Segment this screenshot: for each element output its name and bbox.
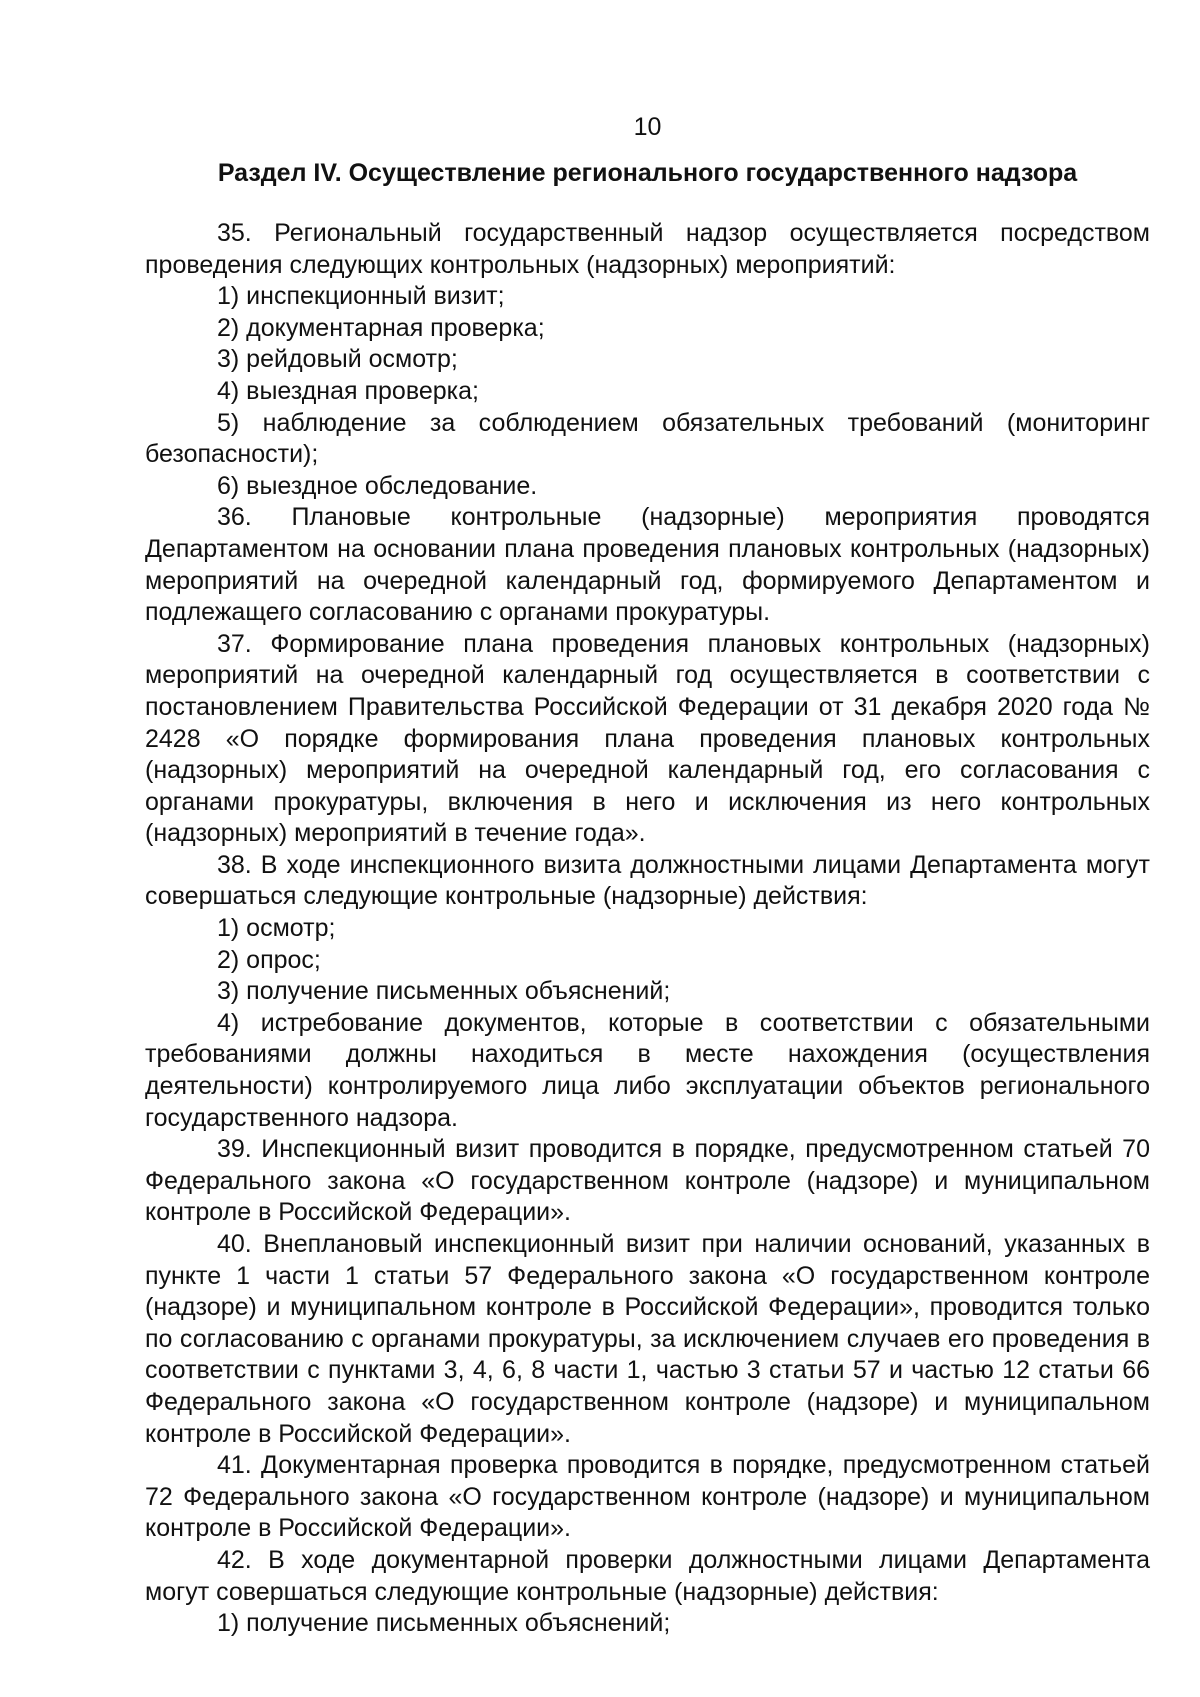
list-item-inspection: 1) осмотр; — [217, 914, 336, 943]
list-item-onsite-survey: 6) выездное обследование. — [217, 471, 538, 500]
list-item-documentary-check: 2) документарная проверка; — [217, 313, 545, 342]
list-item-written-explanations: 3) получение письменных объяснений; — [217, 977, 671, 1006]
paragraph-40: 40. Внеплановый инспекционный визит при наличии оснований, указанных в пункте 1 части 1 статьи 57 Федерального закона «О государственном контроле (надзоре) и муниципальном контроле в Российской Федерации», проводится только по согласованию с органами прокуратуры, за исключением случаев его проведения в соответствии с пунктами 3, 4, 6, 8 части 1, частью 3 статьи 57 и частью 12 статьи 66 Федерального закона «О государственном контроле (надзоре) и муниципальном контроле в Российской Федерации». — [145, 1230, 1150, 1448]
document-page — [145, 112, 1150, 1640]
section-title: Раздел IV. Осуществление регионального государственного надзора — [217, 159, 1078, 187]
list-item-survey: 2) опрос; — [217, 945, 321, 974]
list-item-inspection-visit: 1) инспекционный визит; — [217, 282, 505, 311]
list-item-written-explanations-2: 1) получение письменных объяснений; — [217, 1609, 671, 1638]
paragraph-37: 37. Формирование плана проведения плановых контрольных (надзорных) мероприятий на очередной календарный год осуществляется в соответствии с постановлением Правительства Российской Федерации от 31 декабря 2020 года № 2428 «О порядке формирования плана проведения плановых контрольных (надзорных) мероприятий на очередной календарный год, его согласования с органами прокуратуры, включения в него и исключения из него контрольных (надзорных) мероприятий в течение года». — [145, 629, 1150, 848]
list-item-document-request: 4) истребование документов, которые в соответствии с обязательными требованиями должны находиться в месте нахождения (осуществления деятельности) контролируемого лица либо эксплуатации объектов регионального государственного надзора. — [145, 1008, 1150, 1132]
paragraph-36: 36. Плановые контрольные (надзорные) мероприятия проводятся Департаментом на основании плана проведения плановых контрольных (надзорных) мероприятий на очередной календарный год, формируемого Департаментом и подлежащего согласованию с органами прокуратуры. — [145, 503, 1150, 627]
paragraph-38: 38. В ходе инспекционного визита должностными лицами Департамента могут совершаться следующие контрольные (надзорные) действия: — [145, 850, 1150, 911]
list-item-onsite-check: 4) выездная проверка; — [217, 376, 479, 405]
list-item-raid-inspection: 3) рейдовый осмотр; — [217, 345, 458, 374]
page-number: 10 — [633, 113, 662, 141]
paragraph-42: 42. В ходе документарной проверки должностными лицами Департамента могут совершаться следующие контрольные (надзорные) действия: — [145, 1545, 1150, 1606]
paragraph-35: 35. Региональный государственный надзор осуществляется посредством проведения следующих контрольных (надзорных) мероприятий: — [145, 219, 1150, 279]
paragraph-39: 39. Инспекционный визит проводится в порядке, предусмотренном статьей 70 Федерального закона «О государственном контроле (надзоре) и муниципальном контроле в Российской Федерации». — [145, 1135, 1150, 1227]
paragraph-41: 41. Документарная проверка проводится в порядке, предусмотренном статьей 72 Федерального закона «О государственном контроле (надзоре) и муниципальном контроле в Российской Федерации». — [145, 1451, 1150, 1543]
list-item-monitoring: 5) наблюдение за соблюдением обязательных требований (мониторинг безопасности); — [145, 408, 1150, 469]
